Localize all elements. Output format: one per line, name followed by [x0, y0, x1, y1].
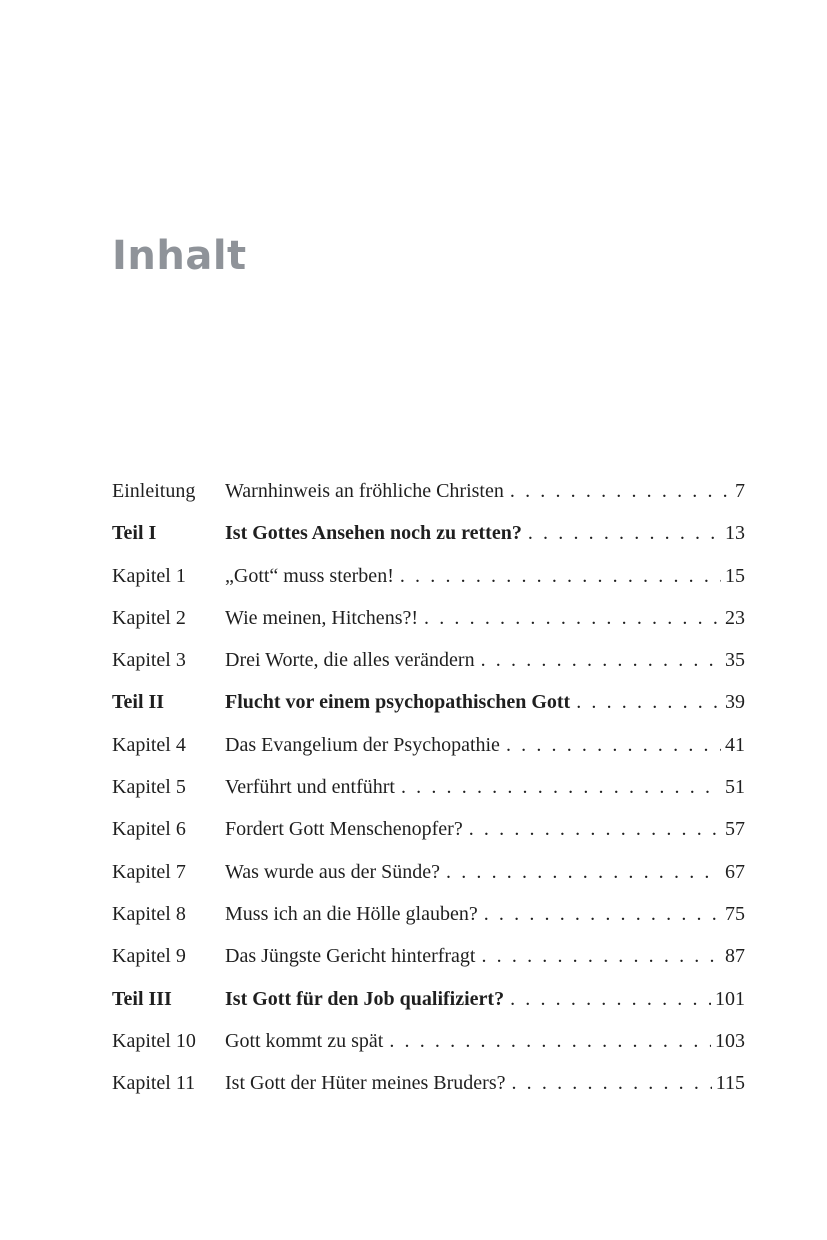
- toc-title: Flucht vor einem psychopathischen Gott: [225, 691, 571, 714]
- toc-row: [112, 691, 745, 733]
- toc-leader-dots: [400, 565, 721, 588]
- toc-leader-dots: [510, 480, 731, 503]
- toc-row: [112, 480, 745, 522]
- toc-label: Kapitel 9: [112, 945, 186, 968]
- toc-leader-dots: [446, 861, 721, 884]
- toc-label: Kapitel 5: [112, 776, 186, 799]
- toc-entry: [225, 1072, 745, 1095]
- toc-title: Fordert Gott Menschenopfer?: [225, 818, 463, 841]
- toc-entry: [225, 1030, 745, 1053]
- toc-label: Kapitel 6: [112, 818, 186, 841]
- toc-leader-dots: [506, 734, 721, 757]
- toc-label: Teil III: [112, 987, 172, 1010]
- page-title: Inhalt: [112, 233, 247, 279]
- toc-entry: [225, 945, 745, 968]
- toc-page-number: 7: [735, 480, 745, 502]
- toc-page-number: 67: [725, 860, 745, 883]
- toc-page-number: 23: [725, 606, 745, 629]
- toc-label: Einleitung: [112, 480, 196, 502]
- toc-label: Kapitel 11: [112, 1072, 196, 1095]
- toc-row: [112, 734, 745, 776]
- toc-label: Teil II: [112, 691, 165, 714]
- toc-row: [112, 522, 745, 564]
- toc-page-number: 13: [725, 522, 745, 545]
- toc-row: [112, 1030, 745, 1072]
- toc-label: Kapitel 3: [112, 649, 186, 672]
- toc-page-number: 51: [725, 776, 745, 799]
- toc-leader-dots: [481, 945, 721, 968]
- toc-label: Kapitel 1: [112, 564, 186, 587]
- toc-title: Warnhinweis an fröhliche Christen: [225, 480, 504, 502]
- toc-entry: [225, 818, 745, 841]
- toc-title: Ist Gott für den Job qualifiziert?: [225, 987, 505, 1010]
- toc-row: [112, 818, 745, 860]
- toc-leader-dots: [389, 1030, 711, 1053]
- toc-row: [112, 607, 745, 649]
- toc-row: [112, 861, 745, 903]
- toc-label: Kapitel 4: [112, 733, 186, 756]
- toc-title: Gott kommt zu spät: [225, 1029, 384, 1052]
- toc-page-number: 41: [725, 733, 745, 756]
- toc-title: Das Jüngste Gericht hinterfragt: [225, 945, 476, 968]
- toc-entry: [225, 480, 745, 503]
- toc-row: [112, 988, 745, 1030]
- toc-label: Kapitel 7: [112, 860, 186, 883]
- toc-entry: [225, 903, 745, 926]
- toc-page-number: 75: [725, 902, 745, 925]
- toc-row: [112, 903, 745, 945]
- toc-page-number: 87: [725, 945, 745, 968]
- toc-label: Teil I: [112, 522, 157, 545]
- toc-entry: [225, 522, 745, 545]
- toc-row: [112, 649, 745, 691]
- toc-entry: [225, 988, 745, 1011]
- toc-entry: [225, 734, 745, 757]
- toc-row: [112, 776, 745, 818]
- toc-page-number: 39: [725, 691, 745, 714]
- toc-title: Ist Gottes Ansehen noch zu retten?: [225, 522, 522, 545]
- toc-page-number: 101: [715, 987, 745, 1010]
- toc-label: Kapitel 8: [112, 902, 186, 925]
- toc-entry: [225, 565, 745, 588]
- toc-title: „Gott“ muss sterben!: [225, 564, 394, 587]
- toc-row: [112, 1072, 745, 1114]
- toc-leader-dots: [424, 607, 721, 630]
- table-of-contents: [112, 480, 745, 1114]
- toc-entry: [225, 607, 745, 630]
- toc-title: Drei Worte, die alles verändern: [225, 649, 475, 672]
- toc-row: [112, 565, 745, 607]
- toc-label: Kapitel 2: [112, 606, 186, 629]
- toc-page-number: 15: [725, 564, 745, 587]
- toc-title: Was wurde aus der Sünde?: [225, 860, 440, 883]
- toc-leader-dots: [528, 522, 721, 545]
- toc-leader-dots: [511, 1072, 711, 1095]
- toc-entry: [225, 649, 745, 672]
- toc-entry: [225, 691, 745, 714]
- toc-page-number: 103: [715, 1029, 745, 1052]
- toc-title: Verführt und entführt: [225, 776, 395, 799]
- toc-leader-dots: [484, 903, 721, 926]
- toc-leader-dots: [576, 691, 721, 714]
- toc-leader-dots: [401, 776, 721, 799]
- toc-entry: [225, 861, 745, 884]
- toc-page-number: 57: [725, 818, 745, 841]
- toc-row: [112, 945, 745, 987]
- toc-entry: [225, 776, 745, 799]
- toc-leader-dots: [469, 818, 721, 841]
- toc-title: Ist Gott der Hüter meines Bruders?: [225, 1072, 506, 1095]
- toc-page-number: 115: [715, 1072, 745, 1095]
- toc-page-number: 35: [725, 649, 745, 672]
- toc-title: Wie meinen, Hitchens?!: [225, 606, 419, 629]
- toc-label: Kapitel 10: [112, 1029, 196, 1052]
- toc-title: Das Evangelium der Psychopathie: [225, 733, 500, 756]
- toc-leader-dots: [510, 988, 711, 1011]
- toc-title: Muss ich an die Hölle glauben?: [225, 902, 478, 925]
- toc-leader-dots: [481, 649, 721, 672]
